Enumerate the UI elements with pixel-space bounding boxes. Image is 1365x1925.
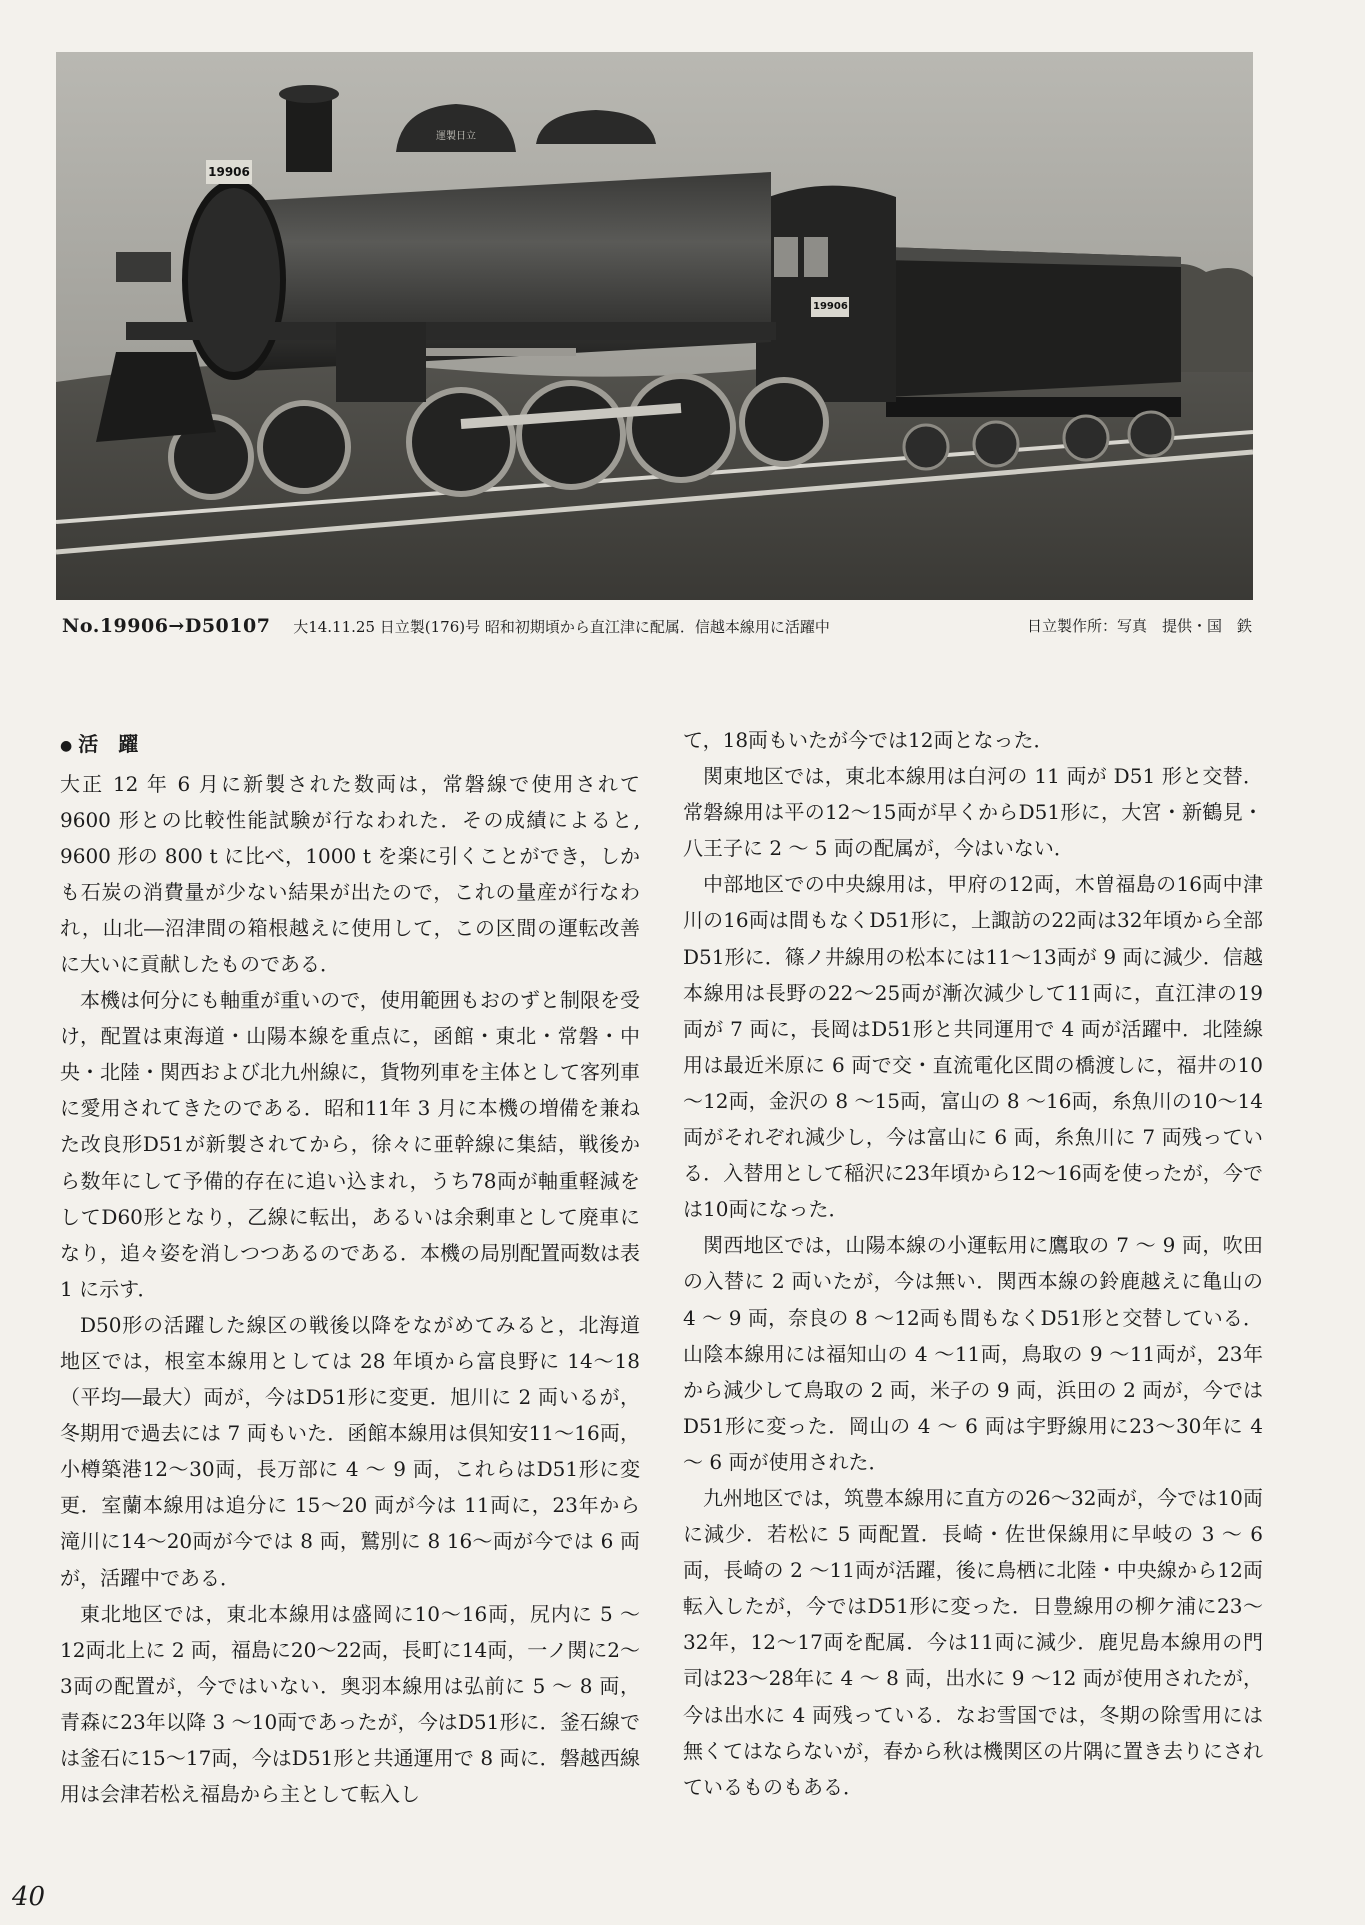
paragraph: て，18両もいたが今では12両となった． <box>683 728 1054 752</box>
section-heading <box>60 726 640 764</box>
paragraph: 東北地区では，東北本線用は盛岡に10～16両，尻内に 5 ～12両北上に 2 両，福島に20～22両，長町に14両，一ノ関に2～3両の配置が，今ではいない．奥羽本線用は弘前に 5 ～ 8 両，青森に23年以降 3 ～10両であったが，今はD51形に．釜石線では釜石に15～17両，今はD51形と共通運用で 8 両に．磐越西線用は会津若松え福島から主として転入し <box>60 1601 640 1807</box>
caption-number: No.19906→D50107 <box>62 615 271 637</box>
dome-text: 運製日立 <box>436 131 476 142</box>
text-column-right <box>683 722 1263 1805</box>
paragraph: 関東地区では，東北本線用は白河の 11 両が D51 形と交替．常磐線用は平の12～15両が早くからD51形に，大宮・新鶴見・八王子に 2 ～ 5 両の配属が，今はいない． <box>683 764 1263 861</box>
number-plate: 19906 <box>208 165 250 179</box>
locomotive-illustration <box>56 52 1253 600</box>
paragraph: 本機は何分にも軸重が重いので，使用範囲もおのずと制限を受け，配置は東海道・山陽本線を重点に，函館・東北・常磐・中央・北陸・関西および北九州線に，貨物列車を主体として客列車に愛用されてきたのである．昭和11年 3 月に本機の増備を兼ねた改良形D51が新製されてから，徐々に亜幹線に集結，戦後から数年にして予備的存在に追い込まれ，うち78両が軸重軽減をしてD60形となり，乙線に転出，あるいは余剰車として廃車になり，追々姿を消しつつあるのである．本機の局別配置両数は表 1 に示す． <box>60 988 640 1301</box>
cab-plate: 19906 <box>813 301 848 312</box>
paragraph: 中部地区での中央線用は，甲府の12両，木曽福島の16両中津川の16両は間もなくD51形に，上諏訪の22両は32年頃から全部D51形に．篠ノ井線用の松本には11～13両が 9 両に減少．信越本線用は長野の22～25両が漸次減少して11両に，直江津の19両が 7 両に，長岡はD51形と共同運用で 4 両が活躍中．北陸線用は最近米原に 6 両で交・直流電化区間の橋渡しに，福井の10～12両，金沢の 8 ～15両，富山の 8 ～16両，糸魚川の10～14両がそれぞれ減少し，今は富山に 6 両，糸魚川に 7 両残っている．入替用として稲沢に23年頃から12～16両を使ったが，今では10両になった． <box>683 872 1263 1222</box>
photo-caption <box>62 612 1252 640</box>
page-number: 40 <box>12 1882 46 1912</box>
text-column-left <box>60 720 640 1812</box>
paragraph: D50形の活躍した線区の戦後以降をながめてみると，北海道地区では，根室本線用としては 28 年頃から富良野に 14～18（平均―最大）両が，今はD51形に変更．旭川に 2 両いるが，冬期用で過去には 7 両もいた．函館本線用は倶知安11～16両，小樽築港12～30両，長万部に 4 ～ 9 両，これらはD51形に変更．室蘭本線用は追分に 15～20 両が今は 11両に，23年から滝川に14～20両が今では 8 両，鷲別に 8 16～両が今では 6 両が，活躍中である． <box>60 1312 640 1590</box>
caption-description: 大14.11.25 日立製(176)号 昭和初期頃から直江津に配属．信越本線用に活躍中 <box>293 618 830 636</box>
paragraph: 関西地区では，山陽本線の小運転用に鷹取の 7 ～ 9 両，吹田の入替に 2 両いたが，今は無い．関西本線の鈴鹿越えに亀山の 4 ～ 9 両，奈良の 8 ～12両も間もなくD51形と交替している．山陰本線用には福知山の 4 ～11両，鳥取の 9 ～11両が，23年から減少して鳥取の 2 両，米子の 9 両，浜田の 2 両が，今ではD51形に変った．岡山の 4 ～ 6 両は宇野線用に23～30年に 4 ～ 6 両が使用された． <box>683 1233 1263 1474</box>
section-heading-text: 活 躍 <box>78 732 139 756</box>
locomotive-photo <box>56 52 1253 600</box>
caption-credit: 日立製作所：写真 提供・国 鉄 <box>1026 617 1252 635</box>
bullet-icon: ● <box>60 737 73 754</box>
paragraph: 九州地区では，筑豊本線用に直方の26～32両が，今では10両に減少．若松に 5 両配置．長崎・佐世保線用に早岐の 3 ～ 6 両，長崎の 2 ～11両が活躍，後に鳥栖に北陸・中央線から12両転入したが，今ではD51形に変った．日豊線用の柳ケ浦に23～32年，12～17両を配属．今は11両に減少．鹿児島本線用の門司は23～28年に 4 ～ 8 両，出水に 9 ～12 両が使用されたが，今は出水に 4 両残っている．なお雪国では，冬期の除雪用には無くてはならないが，春から秋は機関区の片隅に置き去りにされているものもある． <box>683 1485 1263 1799</box>
paragraph: 大正 12 年 6 月に新製された数両は，常磐線で使用されて 9600 形との比較性能試験が行なわれた．その成績によると, 9600 形の 800 t に比べ，1000 t を楽に引くことができ，しかも石炭の消費量が少ない結果が出たので，これの量産が行なわれ，山北―沼津間の箱根越えに使用して，この区間の運転改善に大いに貢献したものである． <box>60 771 640 976</box>
